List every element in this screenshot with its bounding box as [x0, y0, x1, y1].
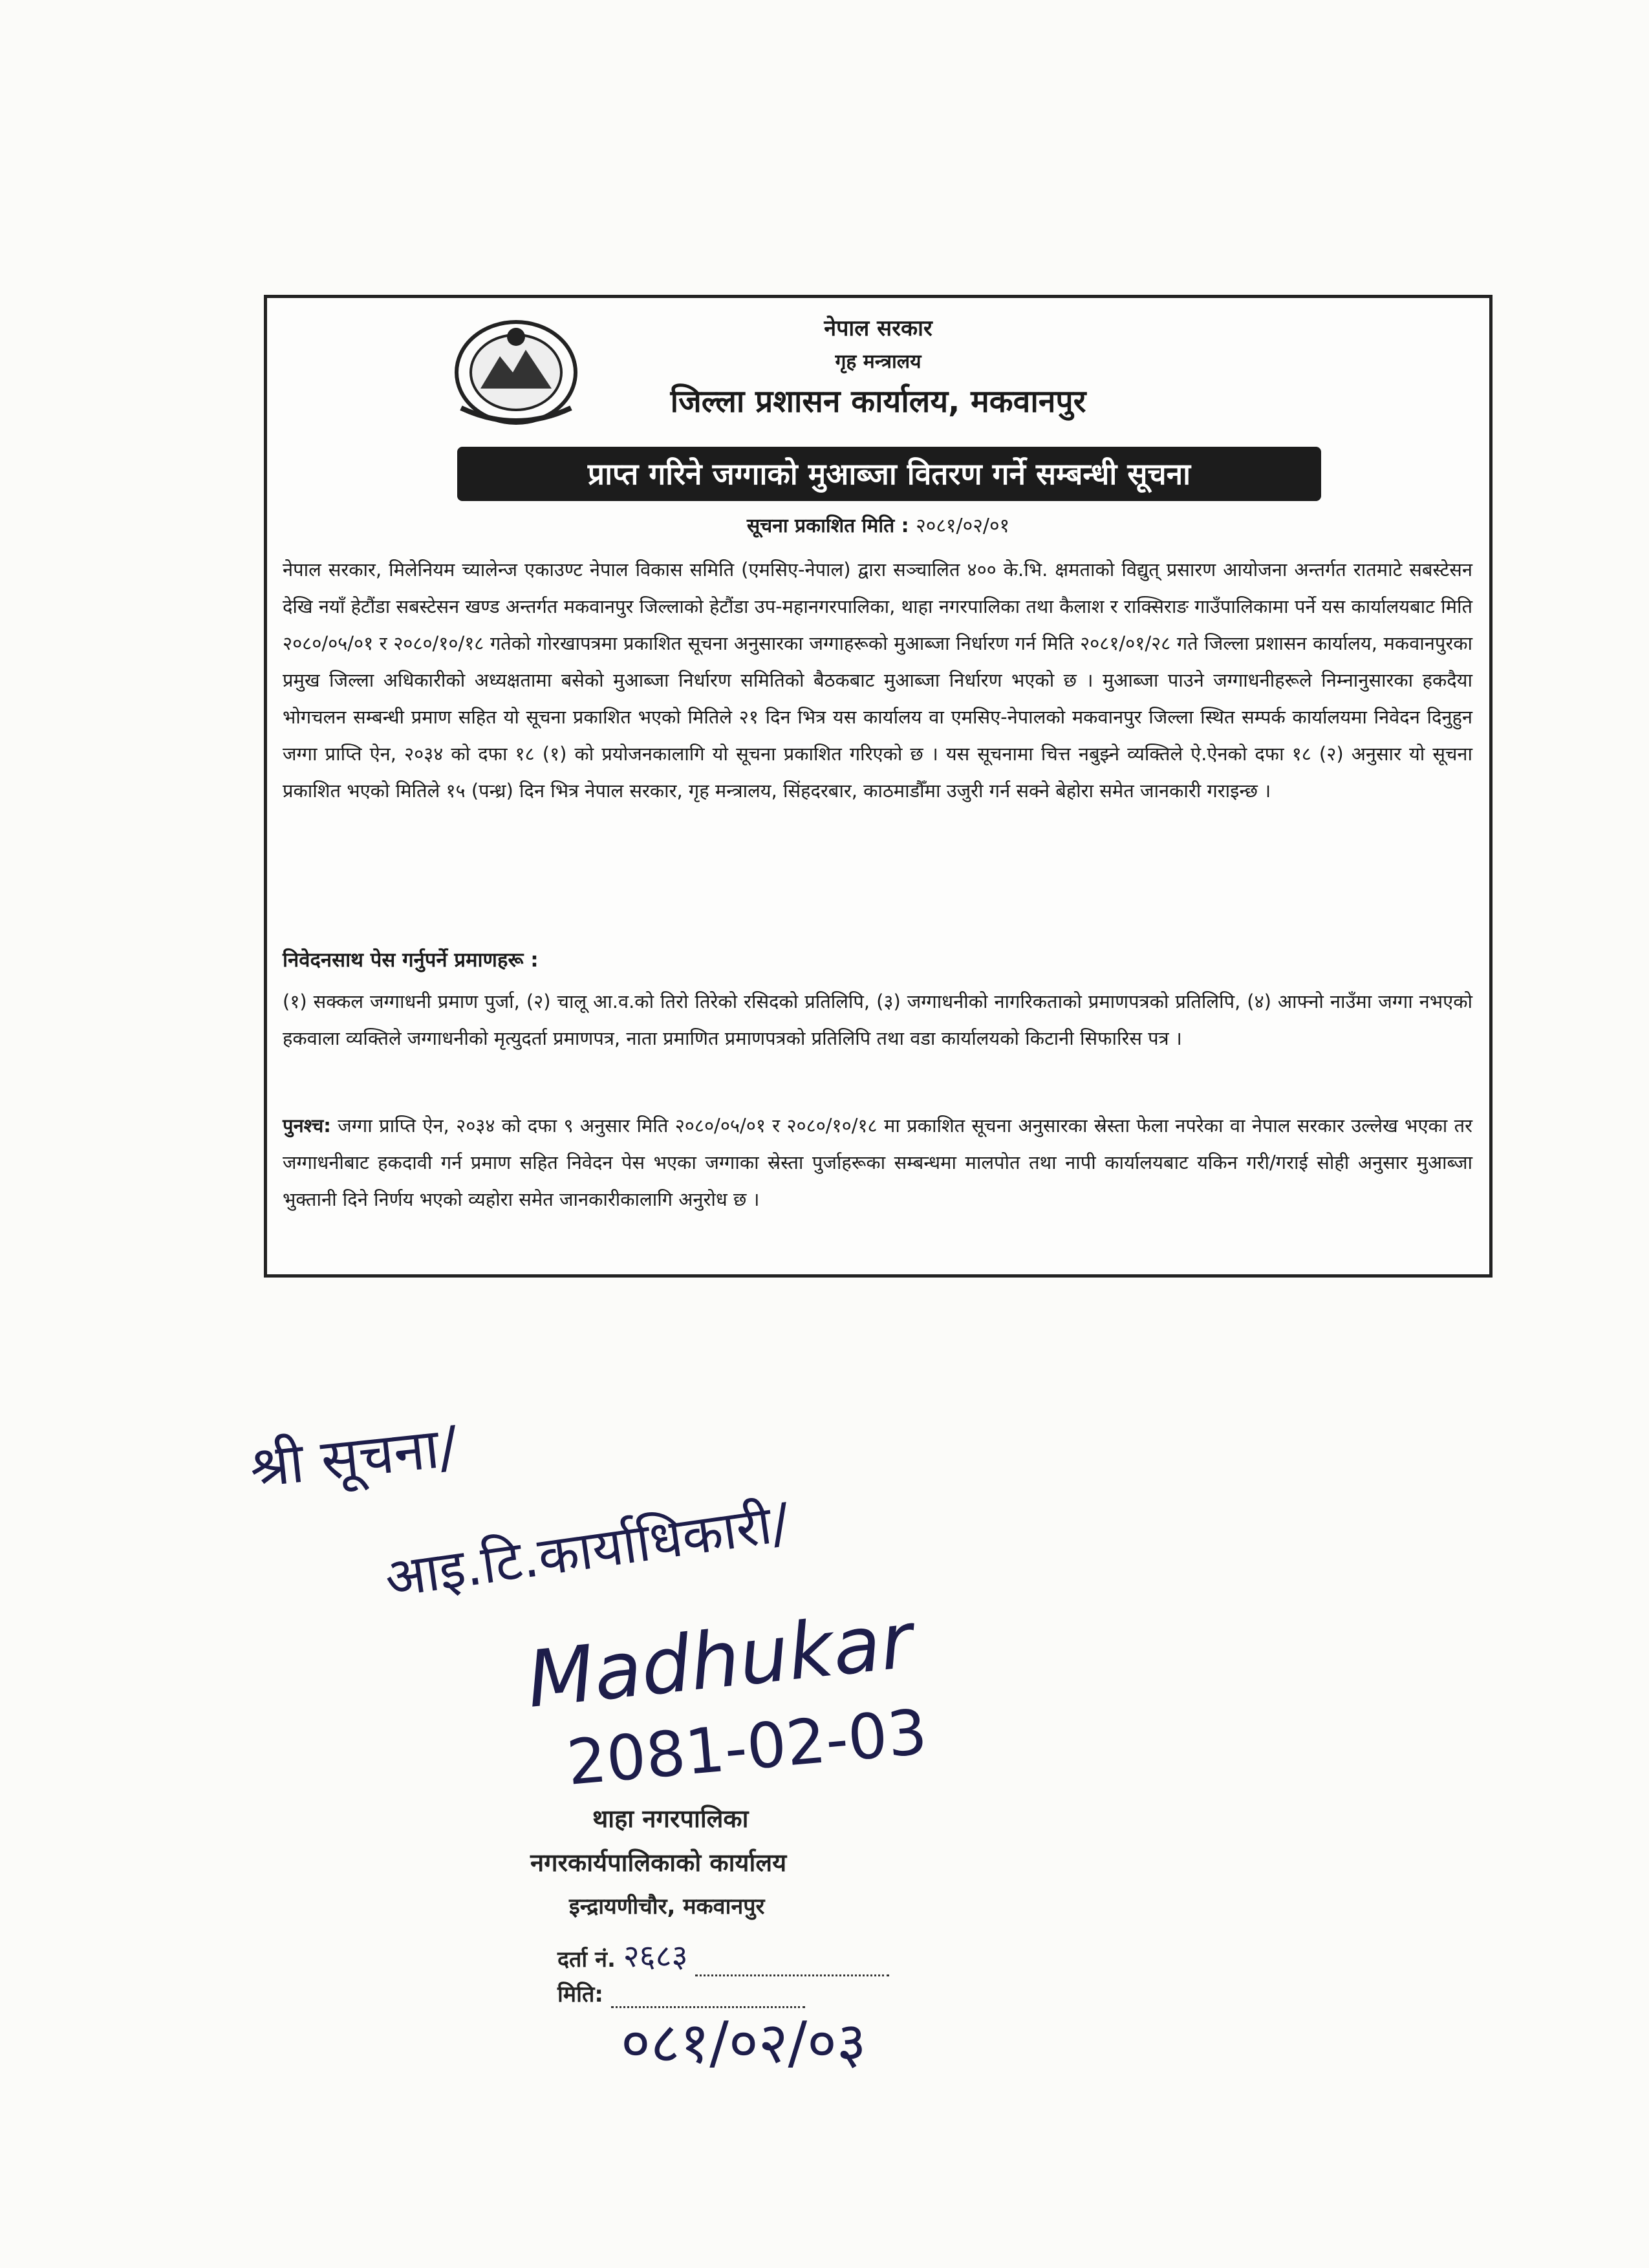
- signature: Madhukar: [523, 1596, 917, 1726]
- stamp-date-label: मिति:: [557, 1982, 603, 2007]
- notice-box: [264, 295, 1493, 1278]
- postscript: [283, 1107, 1472, 1218]
- stamp-registration: [557, 1934, 889, 1976]
- registration-date: ०८१/०२/०३: [621, 2009, 867, 2076]
- requirements-list: (१) सक्कल जग्गाधनी प्रमाण पुर्जा, (२) चालू आ.व.को तिरो तिरेको रसिदको प्रतिलिपि, (३) जग्गाधनीको नागरिकताको प्रमाणपत्रको प्रतिलिपि, (४) आफ्नो नाउँमा जग्गा नभएको हकवाला व्यक्तिले जग्गाधनीको मृत्युदर्ता प्रमाणपत्र, नाता प्रमाणित प्रमाणपत्रको प्रतिलिपि तथा वडा कार्यालयको किटानी सिफारिस पत्र ।: [283, 990, 1472, 1049]
- office-name: जिल्ला प्रशासन कार्यालय, मकवानपुर: [670, 383, 1086, 420]
- published-label: सूचना प्रकाशित मिति :: [746, 515, 909, 537]
- stamp-reg-number: २६८३: [623, 1938, 688, 1974]
- reg-dotted-line: [695, 1954, 889, 1976]
- published-date: २०८१/०२/०१: [916, 515, 1010, 537]
- date-dotted-line: [611, 1985, 805, 2008]
- stamp-date-row: [557, 1978, 805, 2008]
- ministry-name: गृह मन्त्रालय: [835, 350, 921, 373]
- notice-title: प्राप्त गरिने जग्गाको मुआब्जा वितरण गर्ने सम्बन्धी सूचना: [457, 447, 1321, 501]
- handwritten-date: 2081-02-03: [564, 1695, 930, 1799]
- stamp-office: नगरकार्यपालिकाको कार्यालय: [530, 1848, 787, 1877]
- published-date-line: [267, 511, 1489, 538]
- stamp-address: इन्द्रायणीचौर, मकवानपुर: [569, 1894, 765, 1920]
- notice-body: नेपाल सरकार, मिलेनियम च्यालेन्ज एकाउण्ट नेपाल विकास समिति (एमसिए-नेपाल) द्वारा सञ्चालित ४०० के.भि. क्षमताको विद्युत् प्रसारण आयोजना अन्तर्गत रातमाटे सबस्टेसन देखि नयाँ हेटौंडा सबस्टेसन खण्ड अन्तर्गत मकवानपुर जिल्लाको हेटौंडा उप-महानगरपालिका, थाहा नगरपालिका तथा कैलाश र राक्सिराङ गाउँपालिकामा पर्ने यस कार्यालयबाट मिति २०८०/०५/०१ र २०८०/१०/१८ गतेको गोरखापत्रमा प्रकाशित सूचना अनुसारका जग्गाहरूको मुआब्जा निर्धारण गर्न मिति २०८१/०१/२८ गते जिल्ला प्रशासन कार्यालय, मकवानपुरका प्रमुख जिल्ला अधिकारीको अध्यक्षतामा बसेको मुआब्जा निर्धारण समितिको बैठकबाट मुआब्जा निर्धारण भएको छ । मुआब्जा पाउने जग्गाधनीहरूले निम्नानुसारका हकदैया भोगचलन सम्बन्धी प्रमाण सहित यो सूचना प्रकाशित भएको मितिले २१ दिन भित्र यस कार्यालय वा एमसिए-नेपालको मकवानपुर जिल्ला स्थित सम्पर्क कार्यालयमा निवेदन दिनुहुन जग्गा प्राप्ति ऐन, २०३४ को दफा १८ (१) को प्रयोजनकालागि यो सूचना प्रकाशित गरिएको छ । यस सूचनामा चित्त नबुझ्ने व्यक्तिले ऐ.ऐनको दफा १८ (२) अनुसार यो सूचना प्रकाशित भएको मितिले १५ (पन्ध्र) दिन भित्र नेपाल सरकार, गृह मन्त्रालय, सिंहदरबार, काठमाडौँमा उजुरी गर्न सक्ने बेहोरा समेत जानकारी गराइन्छ ।: [283, 559, 1472, 802]
- stamp-reg-label: दर्ता नं.: [557, 1947, 616, 1973]
- requirements-heading: निवेदनसाथ पेस गर्नुपर्ने प्रमाणहरू :: [283, 948, 539, 972]
- handwritten-line2: आइ.टि.कार्याधिकारी/: [381, 1492, 793, 1610]
- stamp-municipality: थाहा नगरपालिका: [592, 1804, 749, 1833]
- government-name: नेपाल सरकार: [824, 316, 932, 341]
- postscript-label: पुनश्च:: [283, 1115, 331, 1137]
- handwritten-line1: श्री सूचना/: [246, 1414, 461, 1501]
- postscript-text: जग्गा प्राप्ति ऐन, २०३४ को दफा ९ अनुसार मिति २०८०/०५/०१ र २०८०/१०/१८ मा प्रकाशित सूचना अनुसारका स्रेस्ता फेला नपरेका वा नेपाल सरकार उल्लेख भएका तर जग्गाधनीबाट हकदावी गर्न प्रमाण सहित निवेदन पेस भएका जग्गाका स्रेस्ता पुर्जाहरूका सम्बन्धमा मालपोत तथा नापी कार्यालयबाट यकिन गरी/गराई सोही अनुसार मुआब्जा भुक्तानी दिने निर्णय भएको व्यहोरा समेत जानकारीकालागि अनुरोध छ ।: [283, 1115, 1472, 1210]
